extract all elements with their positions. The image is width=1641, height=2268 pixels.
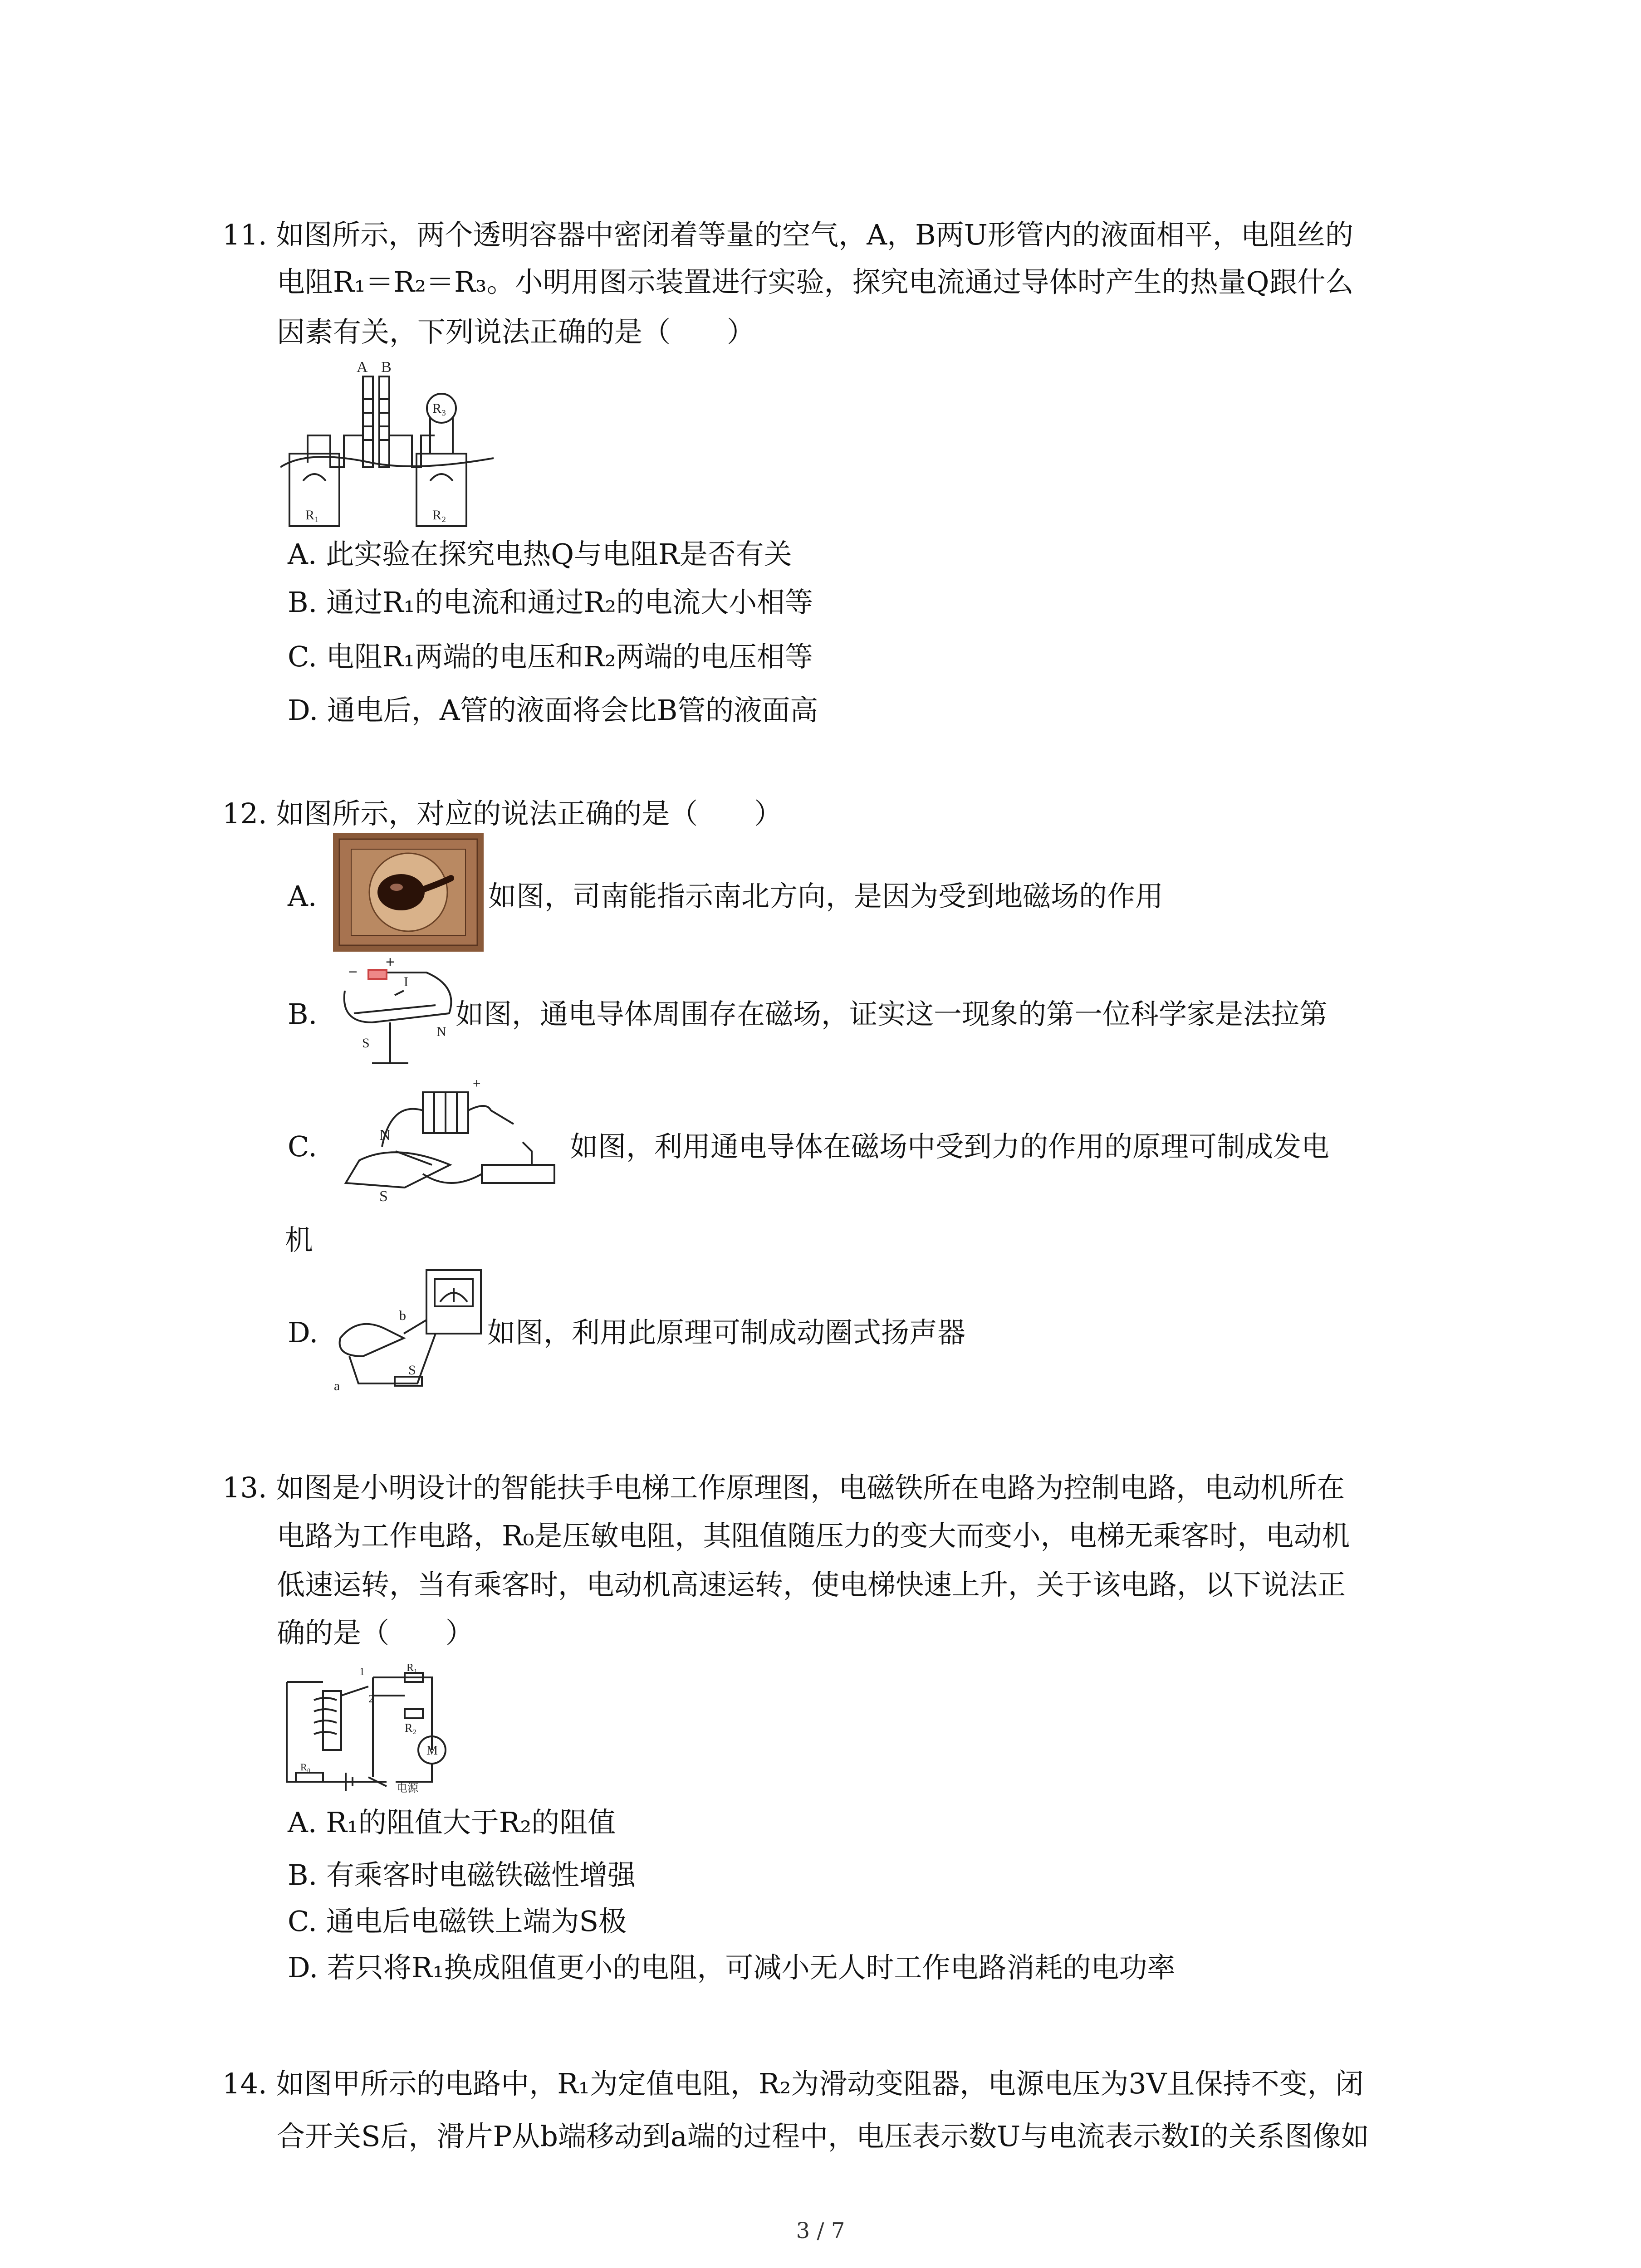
q13-figure-escalator-circuit [278,1659,477,1795]
q11-stem-line-2: 电阻R₁＝R₂＝R₃。小明用图示装置进行实验，探究电流通过导体时产生的热量Q跟什么 [277,265,1354,298]
q11-option-d: D. 通电后，A管的液面将会比B管的液面高 [288,694,818,727]
q12d-label-S: S [408,1363,416,1378]
q12d-label-b: b [399,1308,406,1323]
page-number: 3 / 7 [796,2218,845,2244]
q11-option-a: A. 此实验在探究电热Q与电阻R是否有关 [288,538,792,571]
q12b-label-N: N [436,1024,446,1039]
q12-figure-motor-principle-apparatus [332,1074,563,1210]
q11-stem-line-3: 因素有关，下列说法正确的是（ ） [277,315,755,348]
q13-option-b: B. 有乘客时电磁铁磁性增强 [288,1858,636,1892]
q12b-label-S: S [362,1036,370,1051]
q12-option-b-label: B. [288,997,318,1031]
q12-option-c-continuation: 机 [285,1223,314,1256]
q13-stem-line-4: 确的是（ ） [277,1616,474,1649]
q11-figure-label-R1: R₁ [305,508,319,523]
q12-option-d-label: D. [288,1316,318,1349]
q12d-label-a: a [334,1378,340,1393]
q12-figure-sinan-compass [333,833,484,952]
q12b-label-plus: + [386,954,395,971]
q12-figure-generator-induction-apparatus [331,1266,490,1397]
q13-option-d: D. 若只将R₁换成阻值更小的电阻，可减小无人时工作电路消耗的电功率 [288,1951,1176,1984]
q12-option-a-text: 如图，司南能指示南北方向，是因为受到地磁场的作用 [488,880,1164,913]
q12-option-c-text: 如图，利用通电导体在磁场中受到力的作用的原理可制成发电 [570,1130,1330,1163]
q13-fig-label-R2: R₂ [405,1721,417,1735]
q14-stem-line-2: 合开关S后，滑片P从b端移动到a端的过程中，电压表示数U与电流表示数I的关系图像如 [277,2120,1369,2153]
q12b-label-minus: − [348,963,358,981]
q13-fig-label-M: M [426,1744,438,1758]
q11-figure-label-R3: R₃ [432,401,446,416]
q13-fig-label-2: 2 [368,1693,374,1705]
q11-option-c: C. 电阻R₁两端的电压和R₂两端的电压相等 [288,640,813,673]
q11-option-b: B. 通过R₁的电流和通过R₂的电流大小相等 [288,586,813,619]
q11-figure-joule-heating-apparatus [280,358,498,531]
q14-stem-line-1: 14. 如图甲所示的电路中，R₁为定值电阻，R₂为滑动变阻器，电源电压为3V且保持不变，闭 [222,2067,1364,2100]
q12-figure-oersted-experiment [336,954,458,1073]
q13-fig-label-R0: R₀ [300,1761,311,1773]
q12c-label-plus: + [473,1076,481,1091]
q11-figure-label-A: A [357,359,368,376]
q12-stem: 12. 如图所示，对应的说法正确的是（ ） [222,797,783,830]
q12-option-b-text: 如图，通电导体周围存在磁场，证实这一现象的第一位科学家是法拉第 [456,997,1328,1031]
q13-fig-label-R1: R₁ [407,1662,418,1674]
q12-option-c-label: C. [288,1130,317,1163]
q13-fig-label-power-source: 电源 [397,1782,418,1794]
q13-option-c: C. 通电后电磁铁上端为S极 [288,1905,627,1938]
q13-stem-line-3: 低速运转，当有乘客时，电动机高速运转，使电梯快速上升，关于该电路，以下说法正 [277,1568,1346,1601]
q12-option-d-text: 如图，利用此原理可制成动圈式扬声器 [487,1316,966,1349]
q13-stem-line-2: 电路为工作电路，R₀是压敏电阻，其阻值随压力的变大而变小，电梯无乘客时，电动机 [277,1519,1350,1552]
q11-figure-label-R2: R₂ [432,508,446,523]
q11-figure-label-B: B [381,359,392,376]
q12c-label-S: S [379,1188,388,1205]
q12b-label-I: I [404,974,408,989]
q13-fig-label-1: 1 [359,1666,365,1678]
q13-stem-line-1: 13. 如图是小明设计的智能扶手电梯工作原理图，电磁铁所在电路为控制电路，电动机所在 [222,1471,1345,1504]
q13-option-a: A. R₁的阻值大于R₂的阻值 [288,1806,616,1839]
q12-option-a-label: A. [288,880,317,913]
q12c-label-N: N [379,1127,391,1144]
q11-stem-line-1: 11. 如图所示，两个透明容器中密闭着等量的空气，A，B两U形管内的液面相平，电阻丝的 [222,218,1353,251]
